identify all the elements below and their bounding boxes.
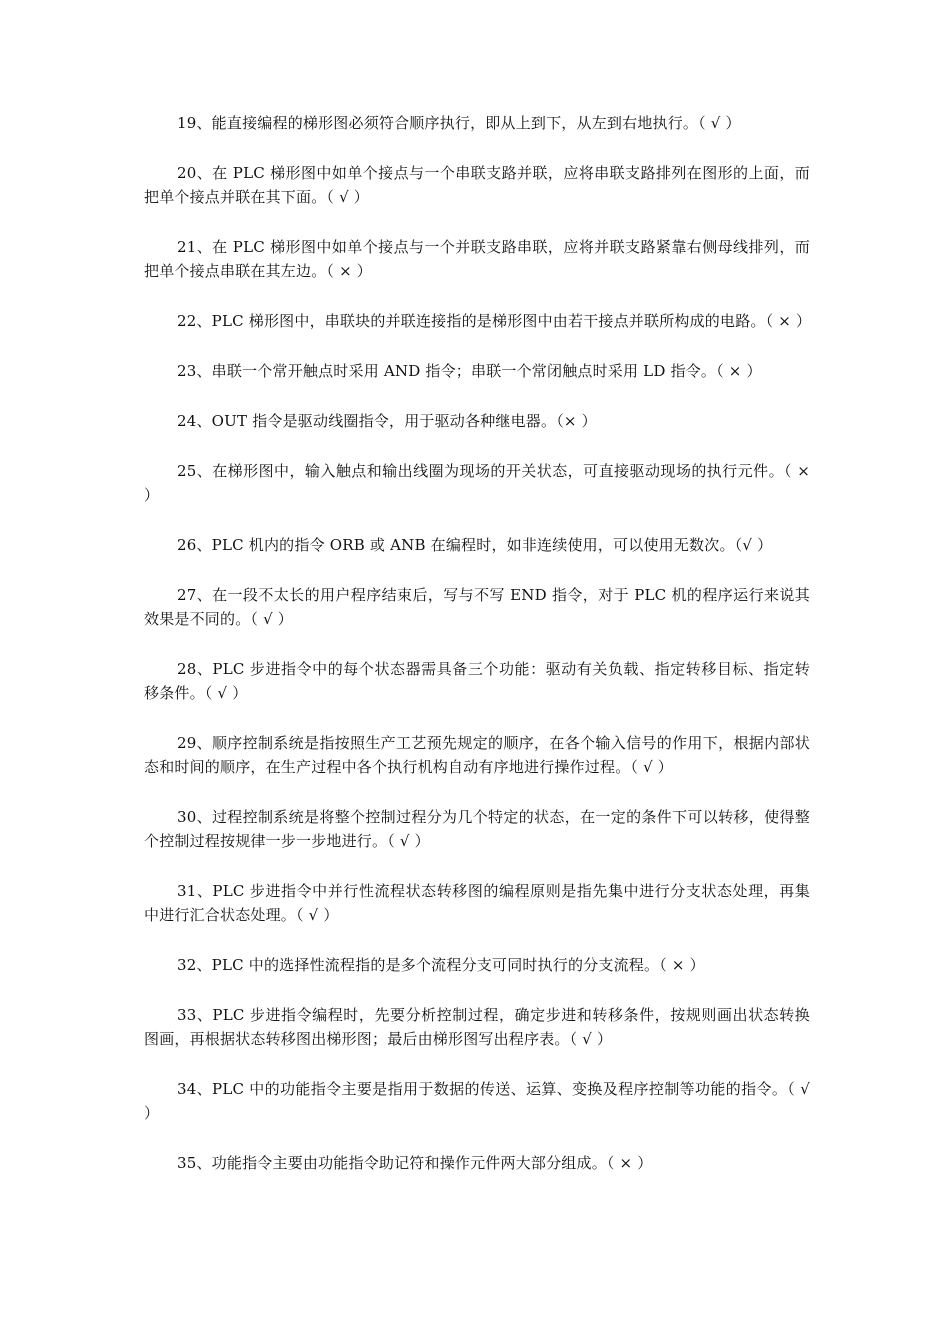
question-20: 20、在 PLC 梯形图中如单个接点与一个串联支路并联，应将串联支路排列在图形的上面，而把单个接点并联在其下面。（ √ ） bbox=[144, 164, 810, 206]
question-24: 24、OUT 指令是驱动线圈指令，用于驱动各种继电器。（× ） bbox=[177, 412, 597, 430]
question-32: 32、PLC 中的选择性流程指的是多个流程分支可同时执行的分支流程。（ × ） bbox=[177, 956, 705, 974]
question-22: 22、PLC 梯形图中，串联块的并联连接指的是梯形图中由若干接点并联所构成的电路。（ × ） bbox=[177, 312, 812, 330]
question-25: 25、在梯形图中，输入触点和输出线圈为现场的开关状态，可直接驱动现场的执行元件。（ × ） bbox=[144, 462, 810, 504]
question-19: 19、能直接编程的梯形图必须符合顺序执行，即从上到下，从左到右地执行。（ √ ） bbox=[177, 114, 741, 132]
question-21: 21、在 PLC 梯形图中如单个接点与一个并联支路串联，应将并联支路紧靠右侧母线排列，而把单个接点串联在其左边。（ × ） bbox=[144, 238, 810, 280]
question-23: 23、串联一个常开触点时采用 AND 指令；串联一个常闭触点时采用 LD 指令。（ × ） bbox=[177, 362, 762, 380]
question-34: 34、PLC 中的功能指令主要是指用于数据的传送、运算、变换及程序控制等功能的指令。（ √ ） bbox=[144, 1080, 810, 1122]
question-30: 30、过程控制系统是将整个控制过程分为几个特定的状态，在一定的条件下可以转移，使得整个控制过程按规律一步一步地进行。（ √ ） bbox=[144, 808, 810, 850]
question-31: 31、PLC 步进指令中并行性流程状态转移图的编程原则是指先集中进行分支状态处理，再集中进行汇合状态处理。（ √ ） bbox=[144, 882, 810, 924]
question-list bbox=[144, 111, 810, 1201]
question-33: 33、PLC 步进指令编程时，先要分析控制过程，确定步进和转移条件，按规则画出状态转换图画，再根据状态转移图出梯形图；最后由梯形图写出程序表。（ √ ） bbox=[144, 1006, 810, 1048]
question-35: 35、功能指令主要由功能指令助记符和操作元件两大部分组成。（ × ） bbox=[177, 1154, 653, 1172]
question-26: 26、PLC 机内的指令 ORB 或 ANB 在编程时，如非连续使用，可以使用无数次。（√ ） bbox=[177, 536, 773, 554]
question-29: 29、顺序控制系统是指按照生产工艺预先规定的顺序，在各个输入信号的作用下，根据内部状态和时间的顺序，在生产过程中各个执行机构自动有序地进行操作过程。（ √ ） bbox=[144, 734, 810, 776]
question-27: 27、在一段不太长的用户程序结束后，写与不写 END 指令，对于 PLC 机的程序运行来说其效果是不同的。（ √ ） bbox=[144, 586, 810, 628]
question-28: 28、PLC 步进指令中的每个状态器需具备三个功能：驱动有关负载、指定转移目标、指定转移条件。（ √ ） bbox=[144, 660, 810, 702]
